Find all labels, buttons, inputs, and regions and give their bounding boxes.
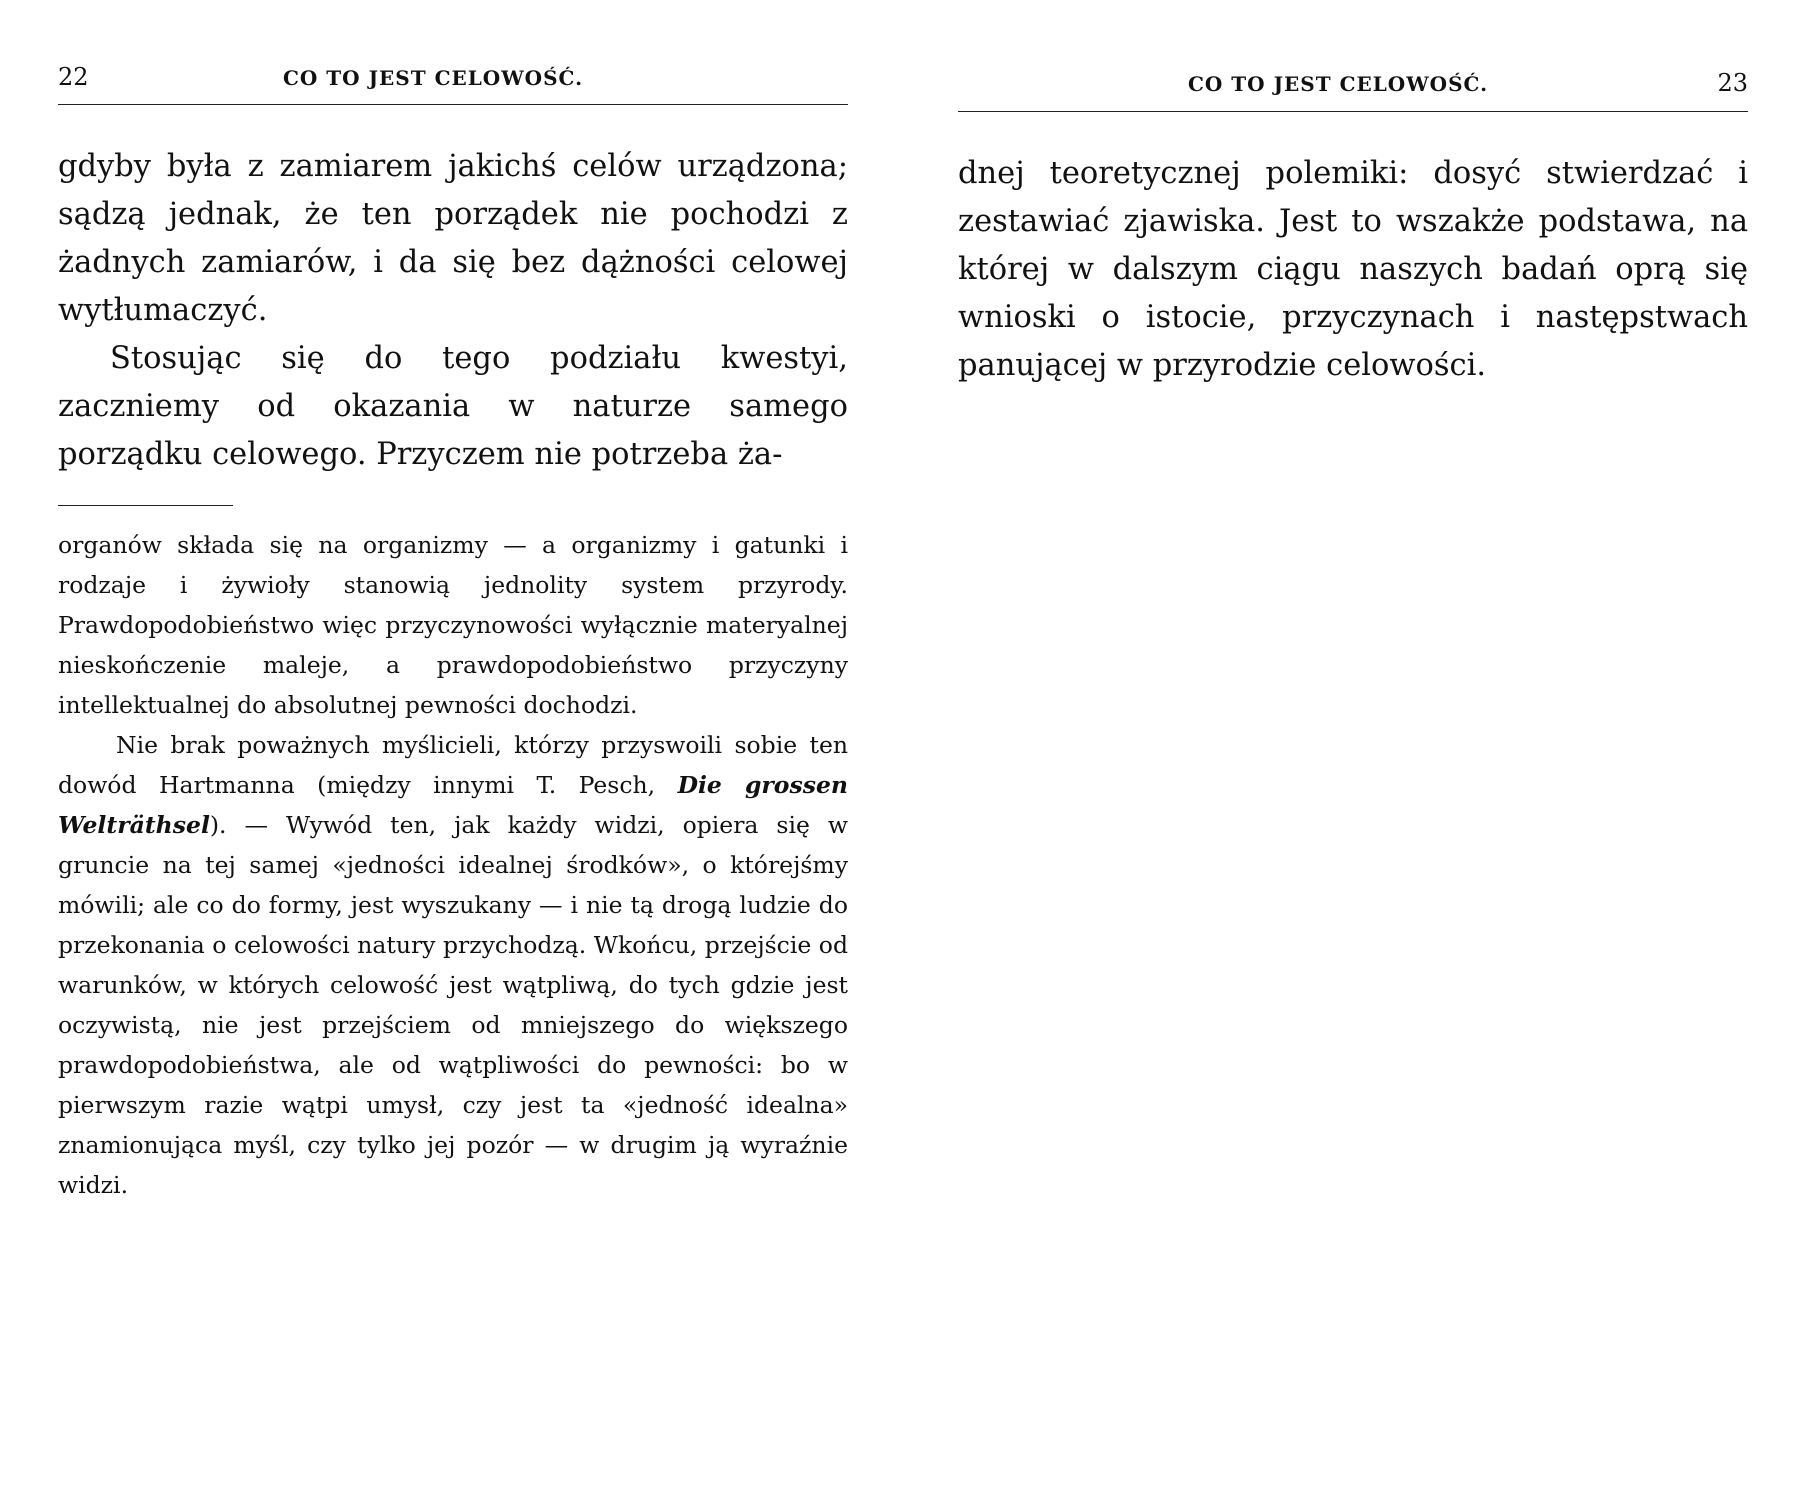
footnote-paragraph: organów składa się na organizmy — a organizmy i gatunki i rodzaje i żywioły stanowią jednolity system przyrody. Prawdopodobieństwo więc przyczynowości wyłącznie materyalnej nieskończenie maleje, a prawdopodobieństwo przyczyny intellektualnej do absolutnej pewności dochodzi. xyxy=(58,531,848,719)
footnote-paragraph xyxy=(58,725,848,1205)
running-title-left: CO TO JEST CELOWOŚĆ. xyxy=(283,66,584,90)
footnote-text: ). — Wywód ten, jak każdy widzi, opiera się w gruncie na tej samej «jedności idealnej środków», o którejśmy mówili; ale co do formy, jest wyszukany — i nie tą drogą ludzie do przekonania o celowości natury przychodzą. Wkońcu, przejście od warunków, w których celowość jest wątpliwą, do tych gdzie jest oczywistą, nie jest przejściem od mniejszego do większego prawdopodobieństwa, ale od wątpliwości do pewności: bo w pierwszym razie wątpi umysł, czy jest ta «jedność idealna» znamionująca myśl, czy tylko jej pozór — w drugim ją wyraźnie widzi. xyxy=(58,811,848,1199)
header-rule-left xyxy=(58,104,848,105)
main-text-left xyxy=(58,143,848,479)
left-page xyxy=(58,0,848,1500)
footnote-rule xyxy=(58,505,233,506)
main-text-right xyxy=(958,150,1748,390)
book-title: Die grossen Welträthsel xyxy=(58,771,848,839)
footnote-text: Nie brak poważnych myślicieli, którzy przyswoili sobie ten dowód Hartmanna (między innymi T. Pesch, xyxy=(58,731,848,799)
left-page-header xyxy=(58,62,848,102)
page-number-left: 22 xyxy=(58,63,89,91)
running-title-right: CO TO JEST CELOWOŚĆ. xyxy=(1188,72,1489,96)
right-page xyxy=(958,0,1748,1500)
header-rule-right xyxy=(958,111,1748,112)
paragraph: gdyby była z zamiarem jakichś celów urządzona; sądzą jednak, że ten porządek nie pochodzi z żadnych zamiarów, i da się bez dążności celowej wytłumaczyć. xyxy=(58,149,848,328)
paragraph: Stosując się do tego podziału kwestyi, zaczniemy od okazania w naturze samego porządku celowego. Przyczem nie potrzeba ża- xyxy=(58,341,848,472)
page-number-right: 23 xyxy=(1717,69,1748,97)
right-page-header xyxy=(958,68,1748,108)
paragraph: dnej teoretycznej polemiki: dosyć stwierdzać i zestawiać zjawiska. Jest to wszakże podstawa, na której w dalszym ciągu naszych badań oprą się wnioski o istocie, przyczynach i następstwach panującej w przyrodzie celowości. xyxy=(958,156,1748,383)
footnote xyxy=(58,525,848,1205)
